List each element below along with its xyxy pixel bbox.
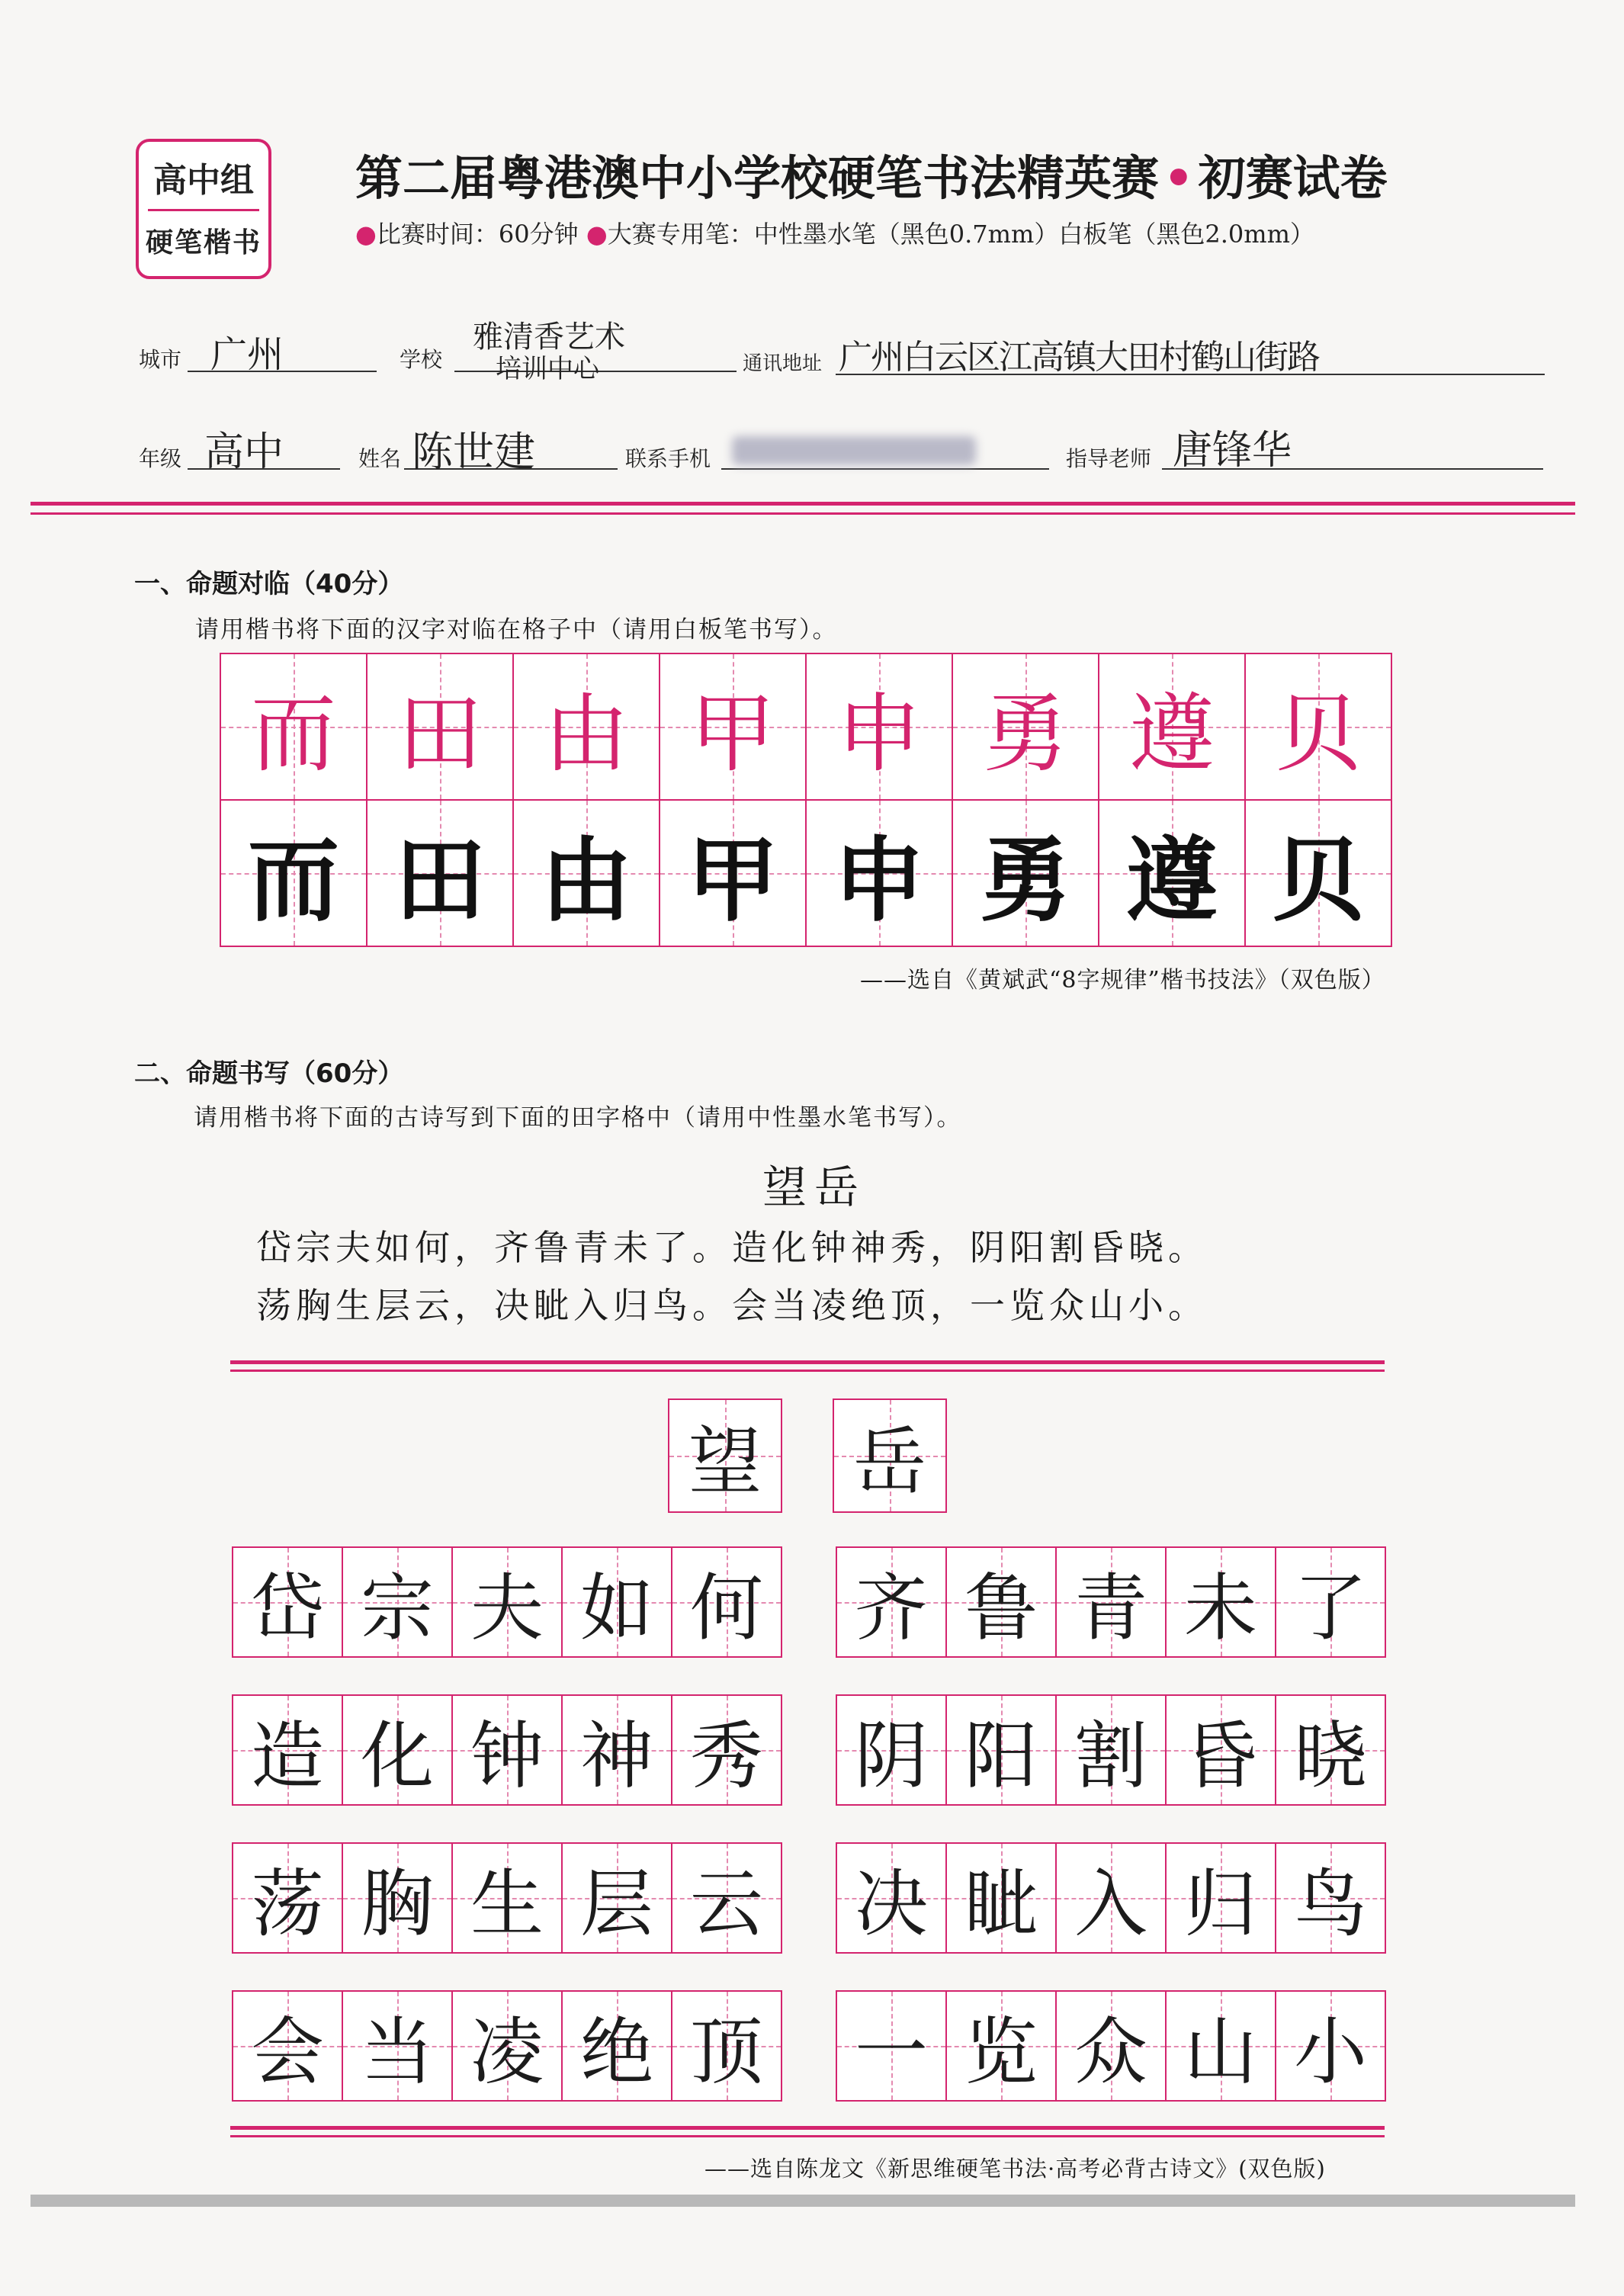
poem-cell <box>561 1694 672 1806</box>
poem-cell <box>1165 1694 1276 1806</box>
copy-char: 甲 <box>687 828 778 934</box>
poem-char: 齐 <box>855 1565 928 1651</box>
copy-cell <box>952 799 1099 947</box>
model-char: 贝 <box>1276 684 1361 784</box>
model-cell <box>1098 653 1246 801</box>
school-value-line1[interactable]: 雅清香艺术 <box>473 320 625 355</box>
poem-char: 归 <box>1184 1861 1257 1947</box>
phone-field-line <box>721 468 1049 470</box>
poem-char: 凌 <box>470 2009 544 2095</box>
badge-group-label: 高中组 <box>153 161 254 200</box>
poem-title-char: 望 <box>688 1418 762 1504</box>
poem-rule-top-b <box>230 1370 1385 1372</box>
poem-cell <box>1055 1546 1167 1658</box>
poem-char: 层 <box>580 1861 653 1947</box>
pen-info: 大赛专用笔：中性墨水笔（黑色0.7mm）白板笔（黑色2.0mm） <box>607 220 1314 249</box>
poem-cell <box>1165 1990 1276 2102</box>
group-badge <box>136 139 271 279</box>
poem-row-left <box>232 1546 782 1658</box>
poem-char: 造 <box>251 1713 324 1799</box>
copy-cell <box>805 799 953 947</box>
grade-value[interactable]: 高中 <box>204 429 284 475</box>
poem-cell <box>945 1990 1057 2102</box>
poem-cell <box>451 1990 563 2102</box>
poem-cell <box>1055 1694 1167 1806</box>
poem-cell <box>451 1842 563 1954</box>
title-separator: • <box>1163 150 1194 206</box>
model-row <box>221 653 1392 801</box>
poem-cell <box>1055 1990 1167 2102</box>
section2-desc: 请用楷书将下面的古诗写到下面的田字格中（请用中性墨水笔书写）。 <box>194 1104 962 1132</box>
poem-char: 了 <box>1294 1565 1367 1651</box>
poem-rule-bottom-a <box>230 2126 1385 2130</box>
poem-cell <box>232 1842 343 1954</box>
poem-cell <box>836 1990 947 2102</box>
poem-cell <box>561 1990 672 2102</box>
poem-cell <box>561 1546 672 1658</box>
poem-cell <box>232 1990 343 2102</box>
poem-rule-top-a <box>230 1360 1385 1364</box>
copy-char: 遵 <box>1126 828 1218 934</box>
poem-char: 荡 <box>251 1861 324 1947</box>
poem-char: 众 <box>1074 2009 1147 2095</box>
poem-cell <box>561 1842 672 1954</box>
poem-title: 望岳 <box>762 1161 867 1213</box>
poem-cell <box>836 1694 947 1806</box>
model-cell <box>366 653 514 801</box>
poem-char: 一 <box>855 2009 928 2095</box>
poem-char: 绝 <box>580 2009 653 2095</box>
poem-char: 神 <box>580 1713 653 1799</box>
copy-cell <box>1098 799 1246 947</box>
city-label: 城市 <box>139 347 182 372</box>
poem-row-right <box>836 1990 1386 2102</box>
poem-char: 如 <box>580 1565 653 1651</box>
exam-info <box>355 215 1314 250</box>
name-value[interactable]: 陈世建 <box>412 428 535 476</box>
poem-row-left <box>232 1694 782 1806</box>
copy-char: 申 <box>833 828 925 934</box>
poem-cell <box>342 1546 453 1658</box>
title-end: 初赛试卷 <box>1198 150 1388 206</box>
copy-char: 由 <box>541 828 632 934</box>
poem-char: 决 <box>855 1861 928 1947</box>
grade-label: 年级 <box>139 446 182 471</box>
copy-char: 而 <box>248 828 339 934</box>
section2-source: ——选自陈龙文《新思维硬笔书法·高考必背古诗文》(双色版) <box>704 2156 1326 2182</box>
school-value-line2[interactable]: 培训中心 <box>496 354 599 384</box>
poem-cell <box>671 1990 782 2102</box>
poem-char: 阴 <box>855 1713 928 1799</box>
phone-value-redacted[interactable] <box>732 436 976 465</box>
model-cell <box>805 653 953 801</box>
copy-cell <box>512 799 660 947</box>
poem-title-grid <box>668 1398 947 1513</box>
section1-desc: 请用楷书将下面的汉字对临在格子中（请用白板笔书写）。 <box>195 616 838 644</box>
section2-title: 二、命题书写（60分） <box>134 1058 404 1089</box>
poem-cell <box>671 1694 782 1806</box>
poem-title-cell <box>833 1398 947 1513</box>
badge-style-label: 硬笔楷书 <box>145 226 262 259</box>
poem-char: 夫 <box>470 1565 544 1651</box>
poem-cell <box>451 1694 563 1806</box>
poem-cell <box>451 1546 563 1658</box>
section1-source: ——选自《黄斌武“8字规律”楷书技法》（双色版） <box>860 967 1385 994</box>
poem-char: 岱 <box>251 1565 324 1651</box>
poem-char: 昏 <box>1184 1713 1257 1799</box>
model-char: 田 <box>397 684 483 784</box>
poem-char: 鸟 <box>1294 1861 1367 1947</box>
teacher-label: 指导老师 <box>1066 446 1152 471</box>
header-rule-top <box>30 502 1575 506</box>
poem-cell <box>836 1546 947 1658</box>
model-char: 申 <box>836 684 922 784</box>
poem-row-right <box>836 1546 1386 1658</box>
poem-row-left <box>232 1990 782 2102</box>
poem-grid <box>232 1546 1386 2102</box>
poem-char: 山 <box>1184 2009 1257 2095</box>
practice-grid <box>220 653 1392 947</box>
copy-char: 勇 <box>980 828 1071 934</box>
poem-cell <box>1275 1842 1386 1954</box>
poem-char: 生 <box>470 1861 544 1947</box>
title-main: 第二届粤港澳中小学校硬笔书法精英赛 <box>355 150 1160 206</box>
copy-cell <box>1244 799 1392 947</box>
copy-char: 贝 <box>1273 828 1364 934</box>
poem-char: 胸 <box>361 1861 434 1947</box>
poem-cell <box>342 1842 453 1954</box>
poem-char: 会 <box>251 2009 324 2095</box>
copy-cell <box>220 799 367 947</box>
poem-char: 当 <box>361 2009 434 2095</box>
poem-cell <box>671 1546 782 1658</box>
poem-char: 晓 <box>1294 1713 1367 1799</box>
model-char: 由 <box>544 684 629 784</box>
header-rule-bottom <box>30 512 1575 515</box>
poem-char: 割 <box>1074 1713 1147 1799</box>
poem-cell <box>1275 1546 1386 1658</box>
poem-cell <box>232 1694 343 1806</box>
address-label: 通讯地址 <box>743 352 823 375</box>
poem-char: 顶 <box>690 2009 763 2095</box>
poem-char: 钟 <box>470 1713 544 1799</box>
time-info: 比赛时间：60分钟 <box>376 220 579 249</box>
poem-row-right <box>836 1694 1386 1806</box>
model-cell <box>952 653 1099 801</box>
bullet-icon: ● <box>586 220 608 249</box>
teacher-value[interactable]: 唐锋华 <box>1173 428 1292 474</box>
poem-cell <box>945 1842 1057 1954</box>
poem-cell <box>671 1842 782 1954</box>
model-char: 甲 <box>690 684 775 784</box>
poem-char: 云 <box>690 1861 763 1947</box>
poem-char: 览 <box>964 2009 1038 2095</box>
poem-rule-bottom-b <box>230 2135 1385 2137</box>
poem-char: 宗 <box>361 1565 434 1651</box>
model-char: 勇 <box>983 684 1068 784</box>
poem-char: 阳 <box>964 1713 1038 1799</box>
poem-char: 何 <box>690 1565 763 1651</box>
page-title <box>355 140 1388 208</box>
poem-cell <box>1165 1842 1276 1954</box>
poem-row-left <box>232 1842 782 1954</box>
poem-cell <box>1275 1694 1386 1806</box>
poem-cell <box>1275 1990 1386 2102</box>
model-cell <box>512 653 660 801</box>
poem-line-1: 岱宗夫如何，齐鲁青未了。造化钟神秀，阴阳割昏晓。 <box>256 1227 1208 1268</box>
bullet-icon: ● <box>355 220 377 249</box>
city-value[interactable]: 广州 <box>210 333 284 376</box>
poem-line-2: 荡胸生层云，决眦入归鸟。会当凌绝顶，一览众山小。 <box>256 1285 1208 1326</box>
page-footer-bar <box>30 2195 1575 2207</box>
poem-cell <box>836 1842 947 1954</box>
poem-title-cell <box>668 1398 782 1513</box>
address-value[interactable]: 广州白云区江高镇大田村鹤山街路 <box>839 338 1319 377</box>
poem-cell <box>232 1546 343 1658</box>
school-label: 学校 <box>400 347 443 372</box>
poem-cell <box>1165 1546 1276 1658</box>
model-char: 遵 <box>1129 684 1215 784</box>
poem-cell <box>945 1546 1057 1658</box>
model-char: 而 <box>251 684 336 784</box>
section1-title: 一、命题对临（40分） <box>134 569 404 599</box>
poem-char: 化 <box>361 1713 434 1799</box>
copy-row <box>221 799 1392 947</box>
poem-cell <box>342 1990 453 2102</box>
poem-char: 眦 <box>964 1861 1038 1947</box>
copy-char: 田 <box>394 828 486 934</box>
copy-cell <box>366 799 514 947</box>
poem-cell <box>1055 1842 1167 1954</box>
name-label: 姓名 <box>358 446 402 471</box>
poem-row-right <box>836 1842 1386 1954</box>
poem-char: 青 <box>1074 1565 1147 1651</box>
badge-divider <box>148 209 259 211</box>
model-cell <box>1244 653 1392 801</box>
copy-cell <box>659 799 807 947</box>
model-cell <box>220 653 367 801</box>
poem-char: 小 <box>1294 2009 1367 2095</box>
poem-cell <box>342 1694 453 1806</box>
poem-char: 入 <box>1074 1861 1147 1947</box>
poem-char: 未 <box>1184 1565 1257 1651</box>
model-cell <box>659 653 807 801</box>
poem-char: 秀 <box>690 1713 763 1799</box>
poem-char: 鲁 <box>964 1565 1038 1651</box>
phone-label: 联系手机 <box>625 446 711 471</box>
poem-cell <box>945 1694 1057 1806</box>
poem-title-char: 岳 <box>853 1418 926 1504</box>
